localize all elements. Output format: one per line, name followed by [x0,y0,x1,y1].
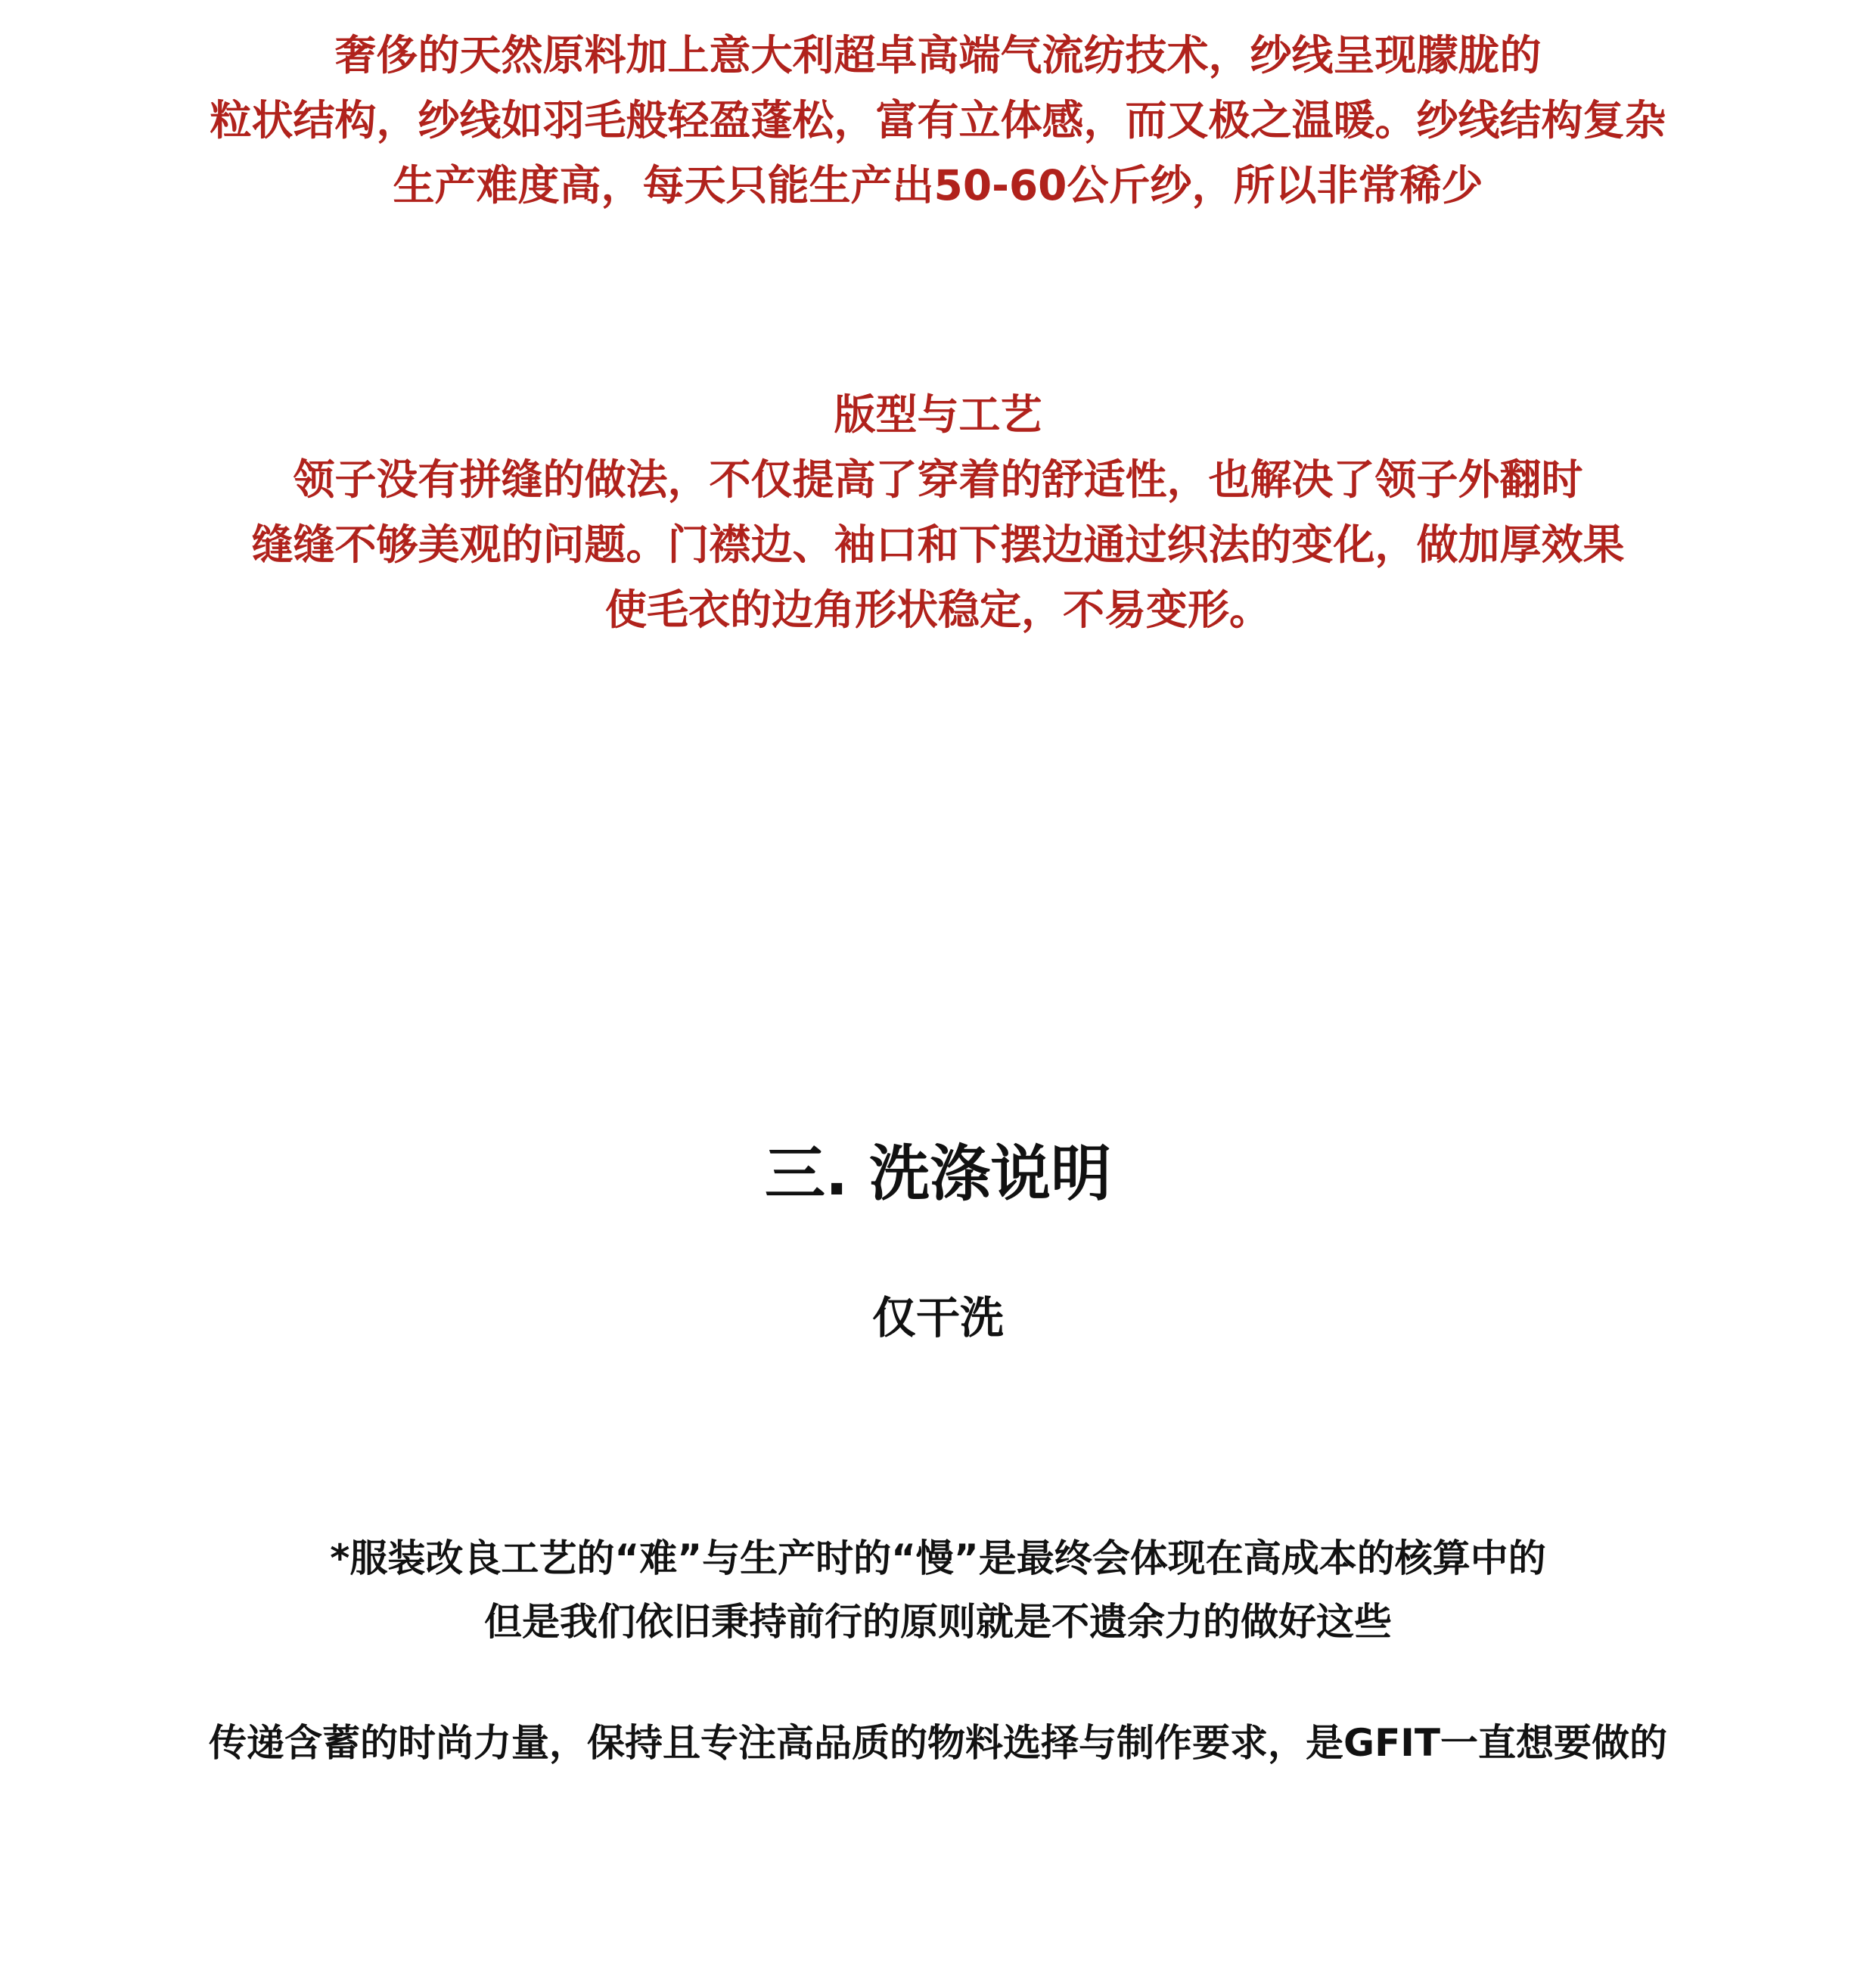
craft-line-3: 使毛衣的边角形状稳定，不易变形。 [604,586,1271,634]
material-line-1: 奢侈的天然原料加上意大利超卓高端气流纺技术，纱线呈现朦胧的 [334,31,1542,79]
material-line-2: 粒状结构，纱线如羽毛般轻盈蓬松，富有立体感，而又极之温暖。纱线结构复杂 [210,96,1666,144]
craft-line-2: 缝缝不够美观的问题。门襟边、袖口和下摆边通过织法的变化，做加厚效果 [251,520,1625,569]
craft-title: 版型与工艺 [834,390,1042,439]
note-line-2: 但是我们依旧秉持前行的原则就是不遗余力的做好这些 [484,1600,1392,1644]
wash-instructions-text: 仅干洗 [871,1292,1004,1344]
material-description [0,23,1876,218]
craft-line-1: 领子没有拼缝的做法，不仅提高了穿着的舒适性，也解决了领子外翻时 [293,455,1583,504]
note-line-1: *服装改良工艺的“难”与生产时的“慢”是最终会体现在高成本的核算中的 [330,1536,1546,1580]
wash-instructions-heading: 三. 洗涤说明 [764,1139,1112,1209]
craft-section [0,382,1876,642]
material-line-3: 生产难度高，每天只能生产出50-60公斤纱，所以非常稀少 [393,161,1483,210]
craft-note [0,1527,1876,1654]
brand-statement: 传递含蓄的时尚力量，保持且专注高品质的物料选择与制作要求，是GFIT一直想要做的 [209,1721,1667,1765]
